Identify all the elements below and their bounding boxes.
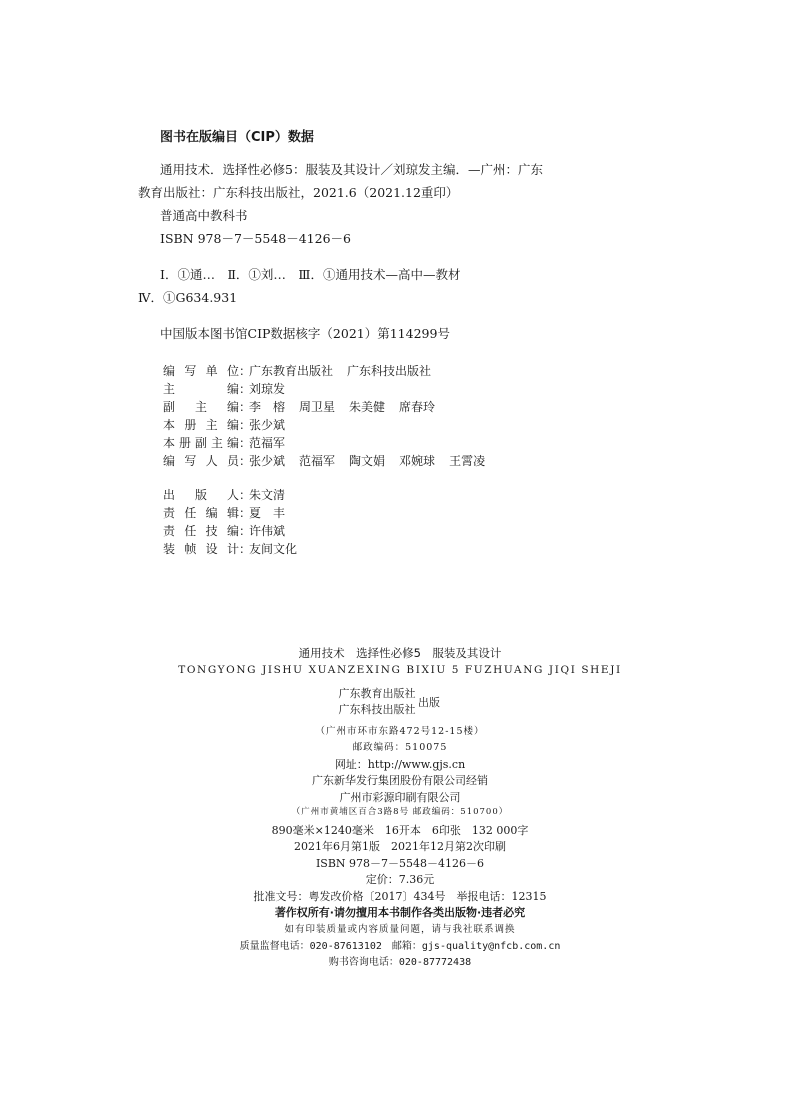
staff-row <box>163 416 299 434</box>
staff-names <box>249 522 299 540</box>
staff-row <box>163 504 299 522</box>
edition-info: 2021年6月第1版 2021年12月第2次印刷 <box>294 840 506 853</box>
staff-name: 朱美健 <box>349 400 386 414</box>
copyright-notice: 著作权所有·请勿擅用本书制作各类出版物·违者必究 <box>274 906 526 919</box>
staff-name: 周卫星 <box>299 400 336 414</box>
staff-name: 刘琼发 <box>249 382 286 396</box>
quality-note: 如有印装质量或内容质量问题，请与我社联系调换 <box>284 924 516 935</box>
staff-role: 责任技编 <box>163 524 239 538</box>
staff-name: 范福军 <box>249 436 286 450</box>
staff-name: 许伟斌 <box>249 524 286 538</box>
staff-name: 张少斌 <box>249 418 286 432</box>
staff-role: 副主编 <box>163 400 239 414</box>
staff-separator: ： <box>239 506 252 520</box>
staff-role: 出版人 <box>163 488 239 502</box>
quality-contact: 质量监督电话：020-87613102 邮箱：gjs-quality@nfcb.com.cn <box>239 941 561 952</box>
purchase-phone: 购书咨询电话：020-87772438 <box>328 957 472 968</box>
staff-names <box>249 416 299 434</box>
staff-name: 张少斌 <box>249 454 286 468</box>
distributor: 广东新华发行集团股份有限公司经销 <box>312 774 488 787</box>
staff-role: 主编 <box>163 382 239 396</box>
staff-name: 席春玲 <box>399 400 436 414</box>
staff-names <box>249 362 445 380</box>
staff-name: 夏 丰 <box>249 506 286 520</box>
staff-name: 广东科技出版社 <box>347 364 432 378</box>
staff-role: 责任编辑 <box>163 506 239 520</box>
cip-isbn-line: ISBN 978－7－5548－4126－6 <box>160 231 351 246</box>
price: 定价：7.36元 <box>365 873 435 886</box>
staff-separator: ： <box>239 418 252 432</box>
publisher-names <box>332 686 422 718</box>
postcode: 邮政编码：510075 <box>352 742 448 753</box>
staff-names <box>249 504 299 522</box>
staff-row <box>163 434 299 452</box>
book-title-cn: 通用技术 选择性必修5 服装及其设计 <box>298 646 502 660</box>
published-label: 出版 <box>418 696 440 709</box>
website: 网址：http://www.gjs.cn <box>334 758 466 771</box>
publisher-address: （广州市环市东路472号12-15楼） <box>315 726 485 737</box>
cip-number-line: 中国版本图书馆CIP数据核字（2021）第114299号 <box>160 326 450 341</box>
staff-name: 朱文清 <box>249 488 286 502</box>
publisher-name: 广东科技出版社 <box>338 703 416 716</box>
staff-role: 本册主编 <box>163 418 239 432</box>
staff-names <box>249 540 311 558</box>
staff-role: 编写人员 <box>163 454 239 468</box>
cip-heading: 图书在版编目（CIP）数据 <box>160 130 314 145</box>
staff-names <box>249 434 299 452</box>
cip-title-line: 通用技术．选择性必修5：服装及其设计／刘琼发主编．—广州：广东 <box>160 162 543 177</box>
staff-names <box>249 486 299 504</box>
staff-separator: ： <box>239 524 252 538</box>
staff-name: 陶文娟 <box>349 454 386 468</box>
printer-address: （广州市黄埔区百合3路8号 邮政编码：510700） <box>291 807 509 817</box>
printer: 广州市彩源印刷有限公司 <box>339 791 461 804</box>
staff-names <box>249 380 299 398</box>
staff-name: 李 榕 <box>249 400 286 414</box>
staff-names <box>249 452 499 470</box>
cip-classification-line: Ⅰ．①通… Ⅱ．①刘… Ⅲ．①通用技术—高中—教材 <box>160 267 461 282</box>
staff-separator: ： <box>239 400 252 414</box>
staff-role: 本册副主编 <box>163 436 239 450</box>
staff-separator: ： <box>239 542 252 556</box>
staff-row <box>163 452 499 470</box>
cip-clc-line: Ⅳ．①G634.931 <box>138 290 238 305</box>
cip-publisher-line: 教育出版社：广东科技出版社，2021.6（2021.12重印） <box>138 185 459 200</box>
staff-name: 广东教育出版社 <box>249 364 334 378</box>
staff-separator: ： <box>239 382 252 396</box>
staff-row <box>163 380 299 398</box>
staff-separator: ： <box>239 436 252 450</box>
book-title-pinyin: TONGYONG JISHU XUANZEXING BIXIU 5 FUZHUANG JIQI SHEJI <box>178 664 622 676</box>
staff-name: 范福军 <box>299 454 336 468</box>
staff-role: 编写单位 <box>163 364 239 378</box>
staff-name: 友间文化 <box>249 542 298 556</box>
staff-row <box>163 540 311 558</box>
format-spec: 890毫米×1240毫米 16开本 6印张 132 000字 <box>271 824 529 837</box>
staff-role: 装帧设计 <box>163 542 239 556</box>
isbn: ISBN 978－7－5548－4126－6 <box>315 857 485 870</box>
staff-names <box>249 398 449 416</box>
staff-separator: ： <box>239 364 252 378</box>
staff-row <box>163 398 449 416</box>
staff-row <box>163 486 299 504</box>
staff-name: 邓婉球 <box>399 454 436 468</box>
staff-separator: ： <box>239 454 252 468</box>
staff-separator: ： <box>239 488 252 502</box>
staff-row <box>163 362 445 380</box>
staff-row <box>163 522 299 540</box>
publishers-block <box>0 686 800 720</box>
cip-series-line: 普通高中教科书 <box>160 208 248 223</box>
approval-number: 批准文号：粤发改价格〔2017〕434号 举报电话：12315 <box>253 890 547 903</box>
staff-name: 王霄凌 <box>449 454 486 468</box>
publisher-name: 广东教育出版社 <box>338 687 416 700</box>
